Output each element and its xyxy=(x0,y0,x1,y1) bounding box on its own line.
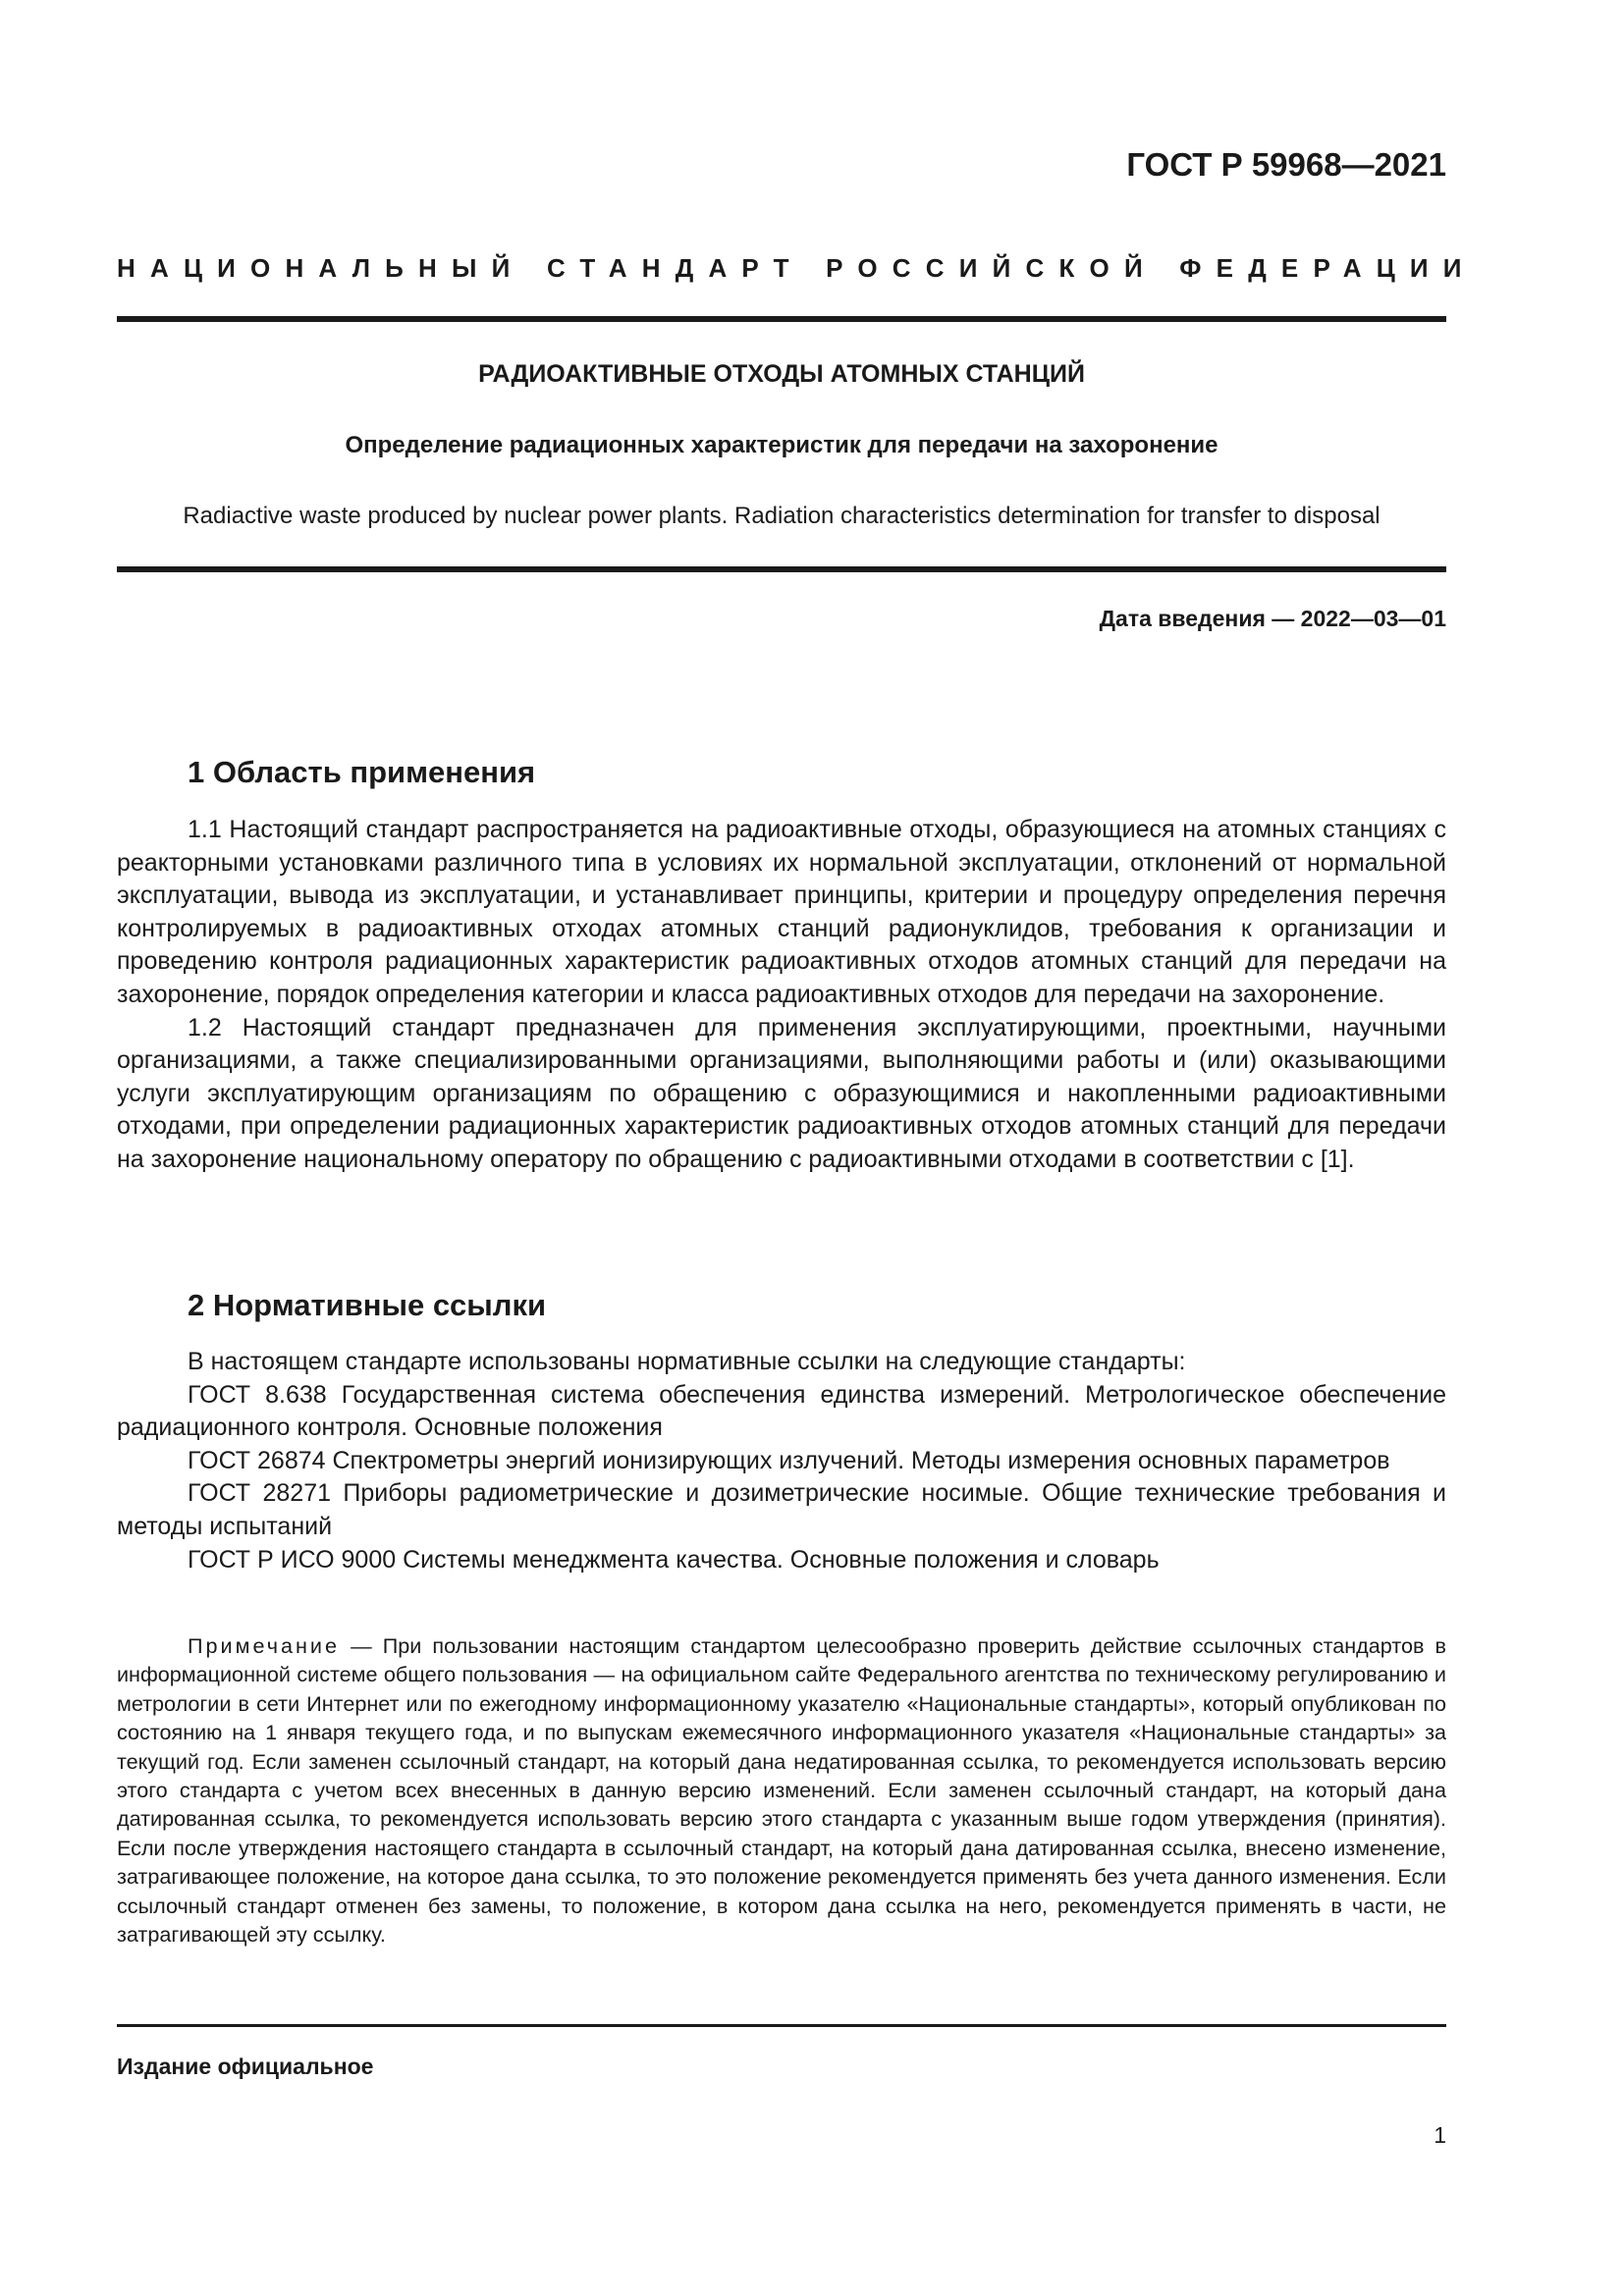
page-number: 1 xyxy=(1434,2122,1446,2148)
top-divider xyxy=(117,316,1446,322)
section-body-normative-references xyxy=(117,1346,1446,1576)
document-title-ru: РАДИОАКТИВНЫЕ ОТХОДЫ АТОМНЫХ СТАНЦИЙ xyxy=(478,360,1085,388)
document-title-en: Radiactive waste produced by nuclear power plants. Radiation characteristics determination for transfer to disposal xyxy=(183,503,1380,529)
reference-item: ГОСТ 8.638 Государственная система обеспечения единства измерений. Метрологическое обеспечение радиационного контроля. Основные положения xyxy=(117,1380,1446,1442)
reference-item: ГОСТ 26874 Спектрометры энергий ионизирующих излучений. Методы измерения основных параметров xyxy=(188,1446,1390,1474)
official-edition-label: Издание официальное xyxy=(117,2054,374,2079)
paragraph: В настоящем стандарте использованы нормативные ссылки на следующие стандарты: xyxy=(188,1348,1186,1375)
footer-divider xyxy=(117,2024,1446,2027)
note-text: — При пользовании настоящим стандартом целесообразно проверить действие ссылочных стандартов в информационной системе общего пользования — на официальном сайте Федерального агентства по техническому регулированию и метрологии в сети Интернет или по ежегодному информационному указателю «Национальные стандарты», который опубликован по состоянию на 1 января текущего года, и по выпускам ежемесячного информационного указателя «Национальные стандарты» за текущий год. Если заменен ссылочный стандарт, на который дана недатированная ссылка, то рекомендуется использовать версию этого стандарта с учетом всех внесенных в данную версию изменений. Если заменен ссылочный стандарт, на который дана датированная ссылка, то рекомендуется использовать версию этого стандарта с указанным выше годом утверждения (принятия). Если после утверждения настоящего стандарта в ссылочный стандарт, на который дана датированная ссылка, внесено изменение, затрагивающее положение, на которое дана ссылка, то это положение рекомендуется применять без учета данного изменения. Если ссылочный стандарт отменен без замены, то положение, в котором дана ссылка на него, рекомендуется применять в части, не затрагивающей эту ссылку. xyxy=(117,1633,1446,1948)
document-code: ГОСТ Р 59968—2021 xyxy=(1126,146,1446,183)
reference-item: ГОСТ 28271 Приборы радиометрические и дозиметрические носимые. Общие технические требования и методы испытаний xyxy=(117,1479,1446,1540)
section-heading-scope: 1 Область применения xyxy=(188,755,536,789)
paragraph: 1.1 Настоящий стандарт распространяется на радиоактивные отходы, образующиеся на атомных станциях с реакторными установками различного типа в условиях их нормальной эксплуатации, отклонений от нормальной эксплуатации, вывода из эксплуатации, и устанавливает принципы, критерии и процедуру определения перечня контролируемых в радиоактивных отходах атомных станций радионуклидов, требования к организации и проведению контроля радиационных характеристик радиоактивных отходов атомных станций для передачи на захоронение, порядок определения категории и класса радиоактивных отходов для передачи на захоронение. xyxy=(117,816,1446,1008)
note-label: Примечание xyxy=(188,1633,340,1658)
section-heading-normative-references: 2 Нормативные ссылки xyxy=(188,1288,547,1322)
note-block xyxy=(117,1631,1446,1949)
reference-item: ГОСТ Р ИСО 9000 Системы менеджмента качества. Основные положения и словарь xyxy=(188,1545,1160,1574)
paragraph: 1.2 Настоящий стандарт предназначен для применения эксплуатирующими, проектными, научными организациями, а также специализированными организациями, выполняющими работы и (или) оказывающими услуги эксплуатирующим организациям по обращению с образующимися и накопленными радиоактивными отходами, при определении радиационных характеристик радиоактивных отходов атомных станций для передачи на захоронение национальному оператору по обращению с радиоактивными отходами в соответствии с [1]. xyxy=(117,1013,1446,1173)
document-page xyxy=(117,0,1477,2296)
title-divider xyxy=(117,566,1446,572)
national-standard-banner: НАЦИОНАЛЬНЫЙ СТАНДАРТ РОССИЙСКОЙ ФЕДЕРАЦИИ xyxy=(117,253,1477,283)
document-subtitle-ru: Определение радиационных характеристик для передачи на захоронение xyxy=(345,432,1218,458)
section-body-scope xyxy=(117,814,1446,1177)
introduction-date: Дата введения — 2022—03—01 xyxy=(1099,606,1446,631)
